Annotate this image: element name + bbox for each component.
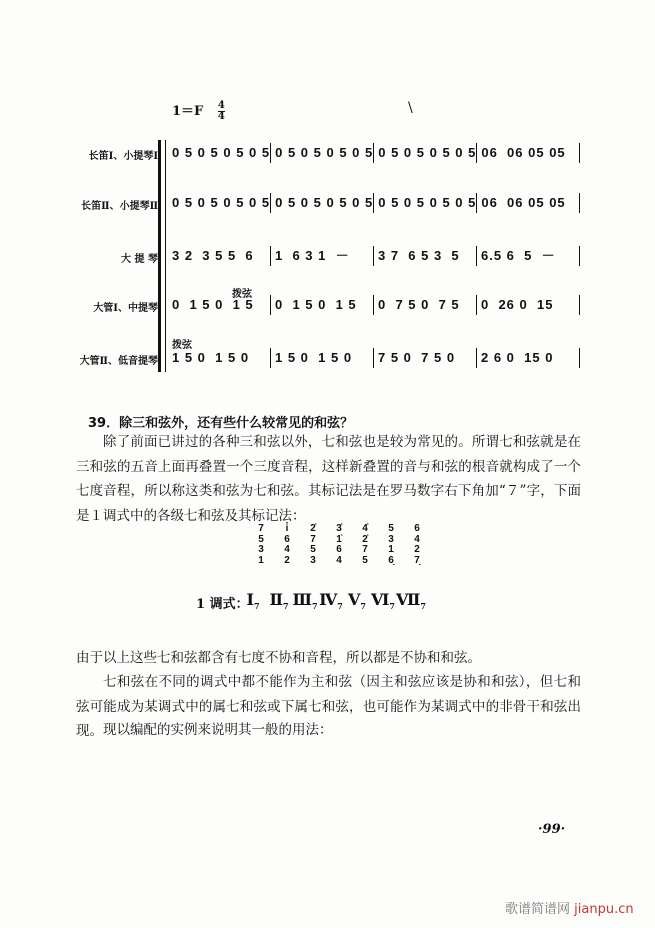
score-row [168, 348, 580, 368]
measure: 0 5 0 5 0 5 0 5 [271, 193, 374, 213]
measure: 7 5 0 7 5 0 [374, 348, 477, 368]
chord [274, 524, 300, 566]
chord-note: 7 [258, 523, 264, 534]
roman-text: Ⅲ [292, 590, 312, 609]
pizz-mark: 拨弦 [232, 289, 252, 300]
page-number: ·99· [538, 822, 566, 837]
chord-note: 6̣ [388, 554, 394, 566]
watermark [505, 898, 634, 917]
measure: 0 5 0 5 0 5 0 5 [168, 143, 271, 163]
key-text: 1＝F [172, 104, 204, 119]
chord [248, 524, 274, 566]
roman-text: Ⅶ [396, 590, 421, 609]
roman-text: Ⅰ [246, 590, 254, 609]
roman-text: Ⅱ [269, 590, 283, 609]
pizz-mark: 拨弦 [172, 340, 192, 351]
system-bracket [158, 140, 166, 372]
measure: 06 06 05 05 [477, 143, 580, 163]
chord-note: 2̇ [310, 523, 316, 534]
chord-note: 4 [284, 544, 290, 555]
chord [378, 524, 404, 566]
paragraph: 除了前面已讲过的各种三和弦以外，七和弦也是较为常见的。所谓七和弦就是在三和弦的五音上面再叠置一个三度音程，这样新叠置的音与和弦的根音就构成了一个七度音程，所以称这类和弦为七和弦。其标记法是在罗马数字右下角加“７”字，下面是１调式中的各级七和弦及其标记法： [76, 434, 581, 524]
measure: 0 5 0 5 0 5 0 5 [374, 193, 477, 213]
roman-numeral [292, 590, 318, 611]
chord-note: 3 [310, 554, 316, 566]
roman-subscript: 7 [253, 601, 260, 612]
chord-note: 4 [336, 554, 342, 566]
measure: 0 7 5 0 7 5 [374, 295, 477, 315]
roman-numeral [318, 590, 344, 611]
chord-note: 3 [388, 533, 394, 545]
measure: 0 26 0 15 [477, 295, 580, 315]
part-label: 长笛Ⅱ、小提琴Ⅱ [81, 201, 158, 212]
chord-note: 3̇ [336, 523, 342, 534]
measure: 0 1 5 0 1 5 [168, 295, 271, 315]
chord [326, 524, 352, 566]
chord-note: 2 [414, 544, 420, 555]
score-row [168, 193, 580, 213]
time-top: 4 [217, 100, 225, 111]
key-signature [172, 100, 225, 122]
part-label: 长笛Ⅰ、小提琴Ⅰ [88, 151, 158, 162]
roman-numerals [240, 590, 426, 612]
chord-note: 1̇ [336, 533, 342, 545]
chord-note: i̇ [285, 523, 289, 534]
chord-note: 5 [258, 533, 264, 545]
chord-note: 1 [388, 544, 394, 555]
paragraph: 七和弦在不同的调式中都不能作为主和弦（因主和弦应该是协和和弦），但七和弦可能成为某调式中的属七和弦或下属七和弦，也可能作为某调式中的非骨干和弦出现。 [76, 674, 581, 739]
watermark-cn: 歌谱简谱网 [505, 902, 571, 917]
roman-numeral [266, 590, 292, 611]
roman-numeral [344, 590, 370, 611]
measure: 0 1 5 0 1 5 [271, 295, 374, 315]
chord-note: 3 [258, 544, 264, 555]
roman-text: Ⅳ [319, 590, 338, 609]
measure: 0 5 0 5 0 5 0 5 [271, 143, 374, 163]
chord [300, 524, 326, 566]
measure: 3 2 3 5 5 6 [168, 246, 271, 266]
measure: 1 5 0 1 5 0 [271, 348, 374, 368]
roman-subscript: 7 [420, 601, 426, 612]
paragraph: 现以编配的实例来说明其一般的用法： [103, 722, 333, 738]
chord-note: 2̇ [362, 533, 368, 545]
chord-note: 6 [336, 544, 342, 555]
paragraph: 由于以上这些七和弦都含有七度不协和音程，所以都是不协和和弦。 [76, 650, 481, 666]
roman-numeral [396, 590, 426, 612]
roman-text: Ⅴ [348, 590, 361, 609]
watermark-url: jianpu.cn [574, 902, 634, 917]
score-row [168, 143, 580, 163]
score-row [168, 295, 580, 315]
roman-subscript: 7 [311, 601, 318, 612]
part-label: 大管Ⅱ、低音提琴 [79, 356, 158, 367]
chord-note: 4̇ [362, 523, 368, 534]
chord-table [248, 524, 430, 566]
chord-note: 6 [284, 533, 290, 545]
roman-subscript: 7 [337, 601, 343, 612]
measure: 1 6 3 1 － [271, 246, 374, 266]
chord-note: 5 [388, 523, 394, 534]
chord-note: 5 [362, 554, 368, 566]
roman-subscript: 7 [389, 601, 395, 612]
score-row [168, 246, 580, 266]
chord-note: 7̣ [414, 554, 420, 566]
roman-numeral [240, 590, 266, 611]
chord-note: 6 [414, 523, 420, 534]
measure: 6.5 6 5 － [477, 246, 580, 266]
mode-label: 1 调式： [196, 597, 249, 612]
section-heading: 39．除三和弦外，还有些什么较常见的和弦？ [88, 416, 354, 431]
measure: 3 7 6 5 3 5 [374, 246, 477, 266]
measure: 06 06 05 05 [477, 193, 580, 213]
part-label: 大 提 琴 [121, 254, 158, 265]
chord [352, 524, 378, 566]
chord-note: 5 [310, 544, 316, 555]
roman-text: Ⅵ [371, 590, 390, 609]
part-label: 大管Ⅰ、中提琴 [93, 303, 158, 314]
roman-subscript: 7 [282, 601, 289, 612]
chord [404, 524, 430, 566]
time-signature [218, 101, 225, 122]
measure: 1 5 0 1 5 0 [168, 348, 271, 368]
chord-note: 7 [310, 533, 316, 545]
roman-numeral [370, 590, 396, 611]
chord-note: 4 [414, 533, 420, 545]
roman-subscript: 7 [360, 601, 366, 612]
measure: 0 5 0 5 0 5 0 5 [374, 143, 477, 163]
chord-note: 1 [258, 554, 264, 566]
score-mark: \ [408, 100, 413, 116]
measure: 0 5 0 5 0 5 0 5 [168, 193, 271, 213]
time-bottom: 4 [217, 111, 225, 122]
measure: 2 6 0 15 0 [477, 348, 580, 368]
chord-note: 7 [362, 544, 368, 555]
chord-note: 2 [284, 554, 290, 566]
